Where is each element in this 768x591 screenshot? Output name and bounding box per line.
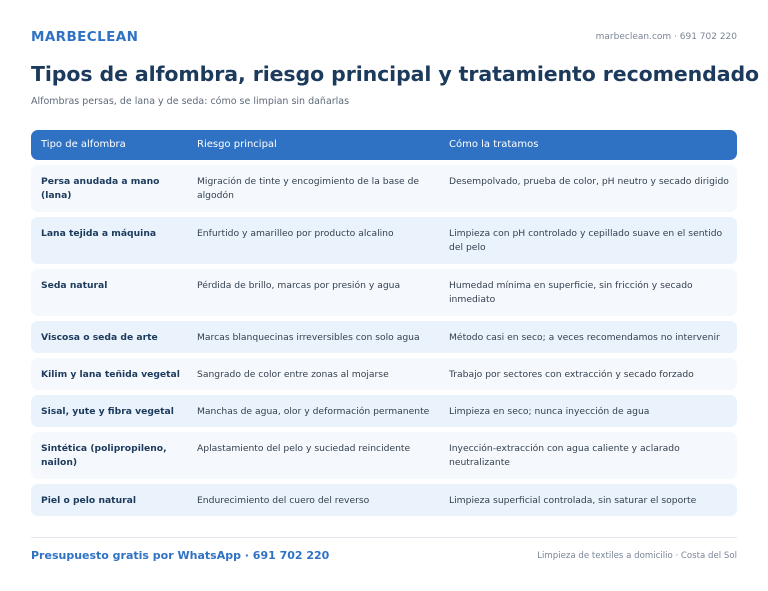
cell-risk: Migración de tinte y encogimiento de la base de algodón — [197, 176, 420, 201]
table-row — [31, 358, 737, 390]
rug-table — [31, 130, 737, 516]
top-bar — [31, 28, 737, 48]
cell-treatment: Desempolvado, prueba de color, pH neutro y secado dirigido — [449, 176, 729, 187]
cell-treatment: Método casi en seco; a veces recomendamos no intervenir — [449, 332, 720, 343]
cell-rug-type: Persa anudada a mano (lana) — [41, 176, 160, 201]
brand-logo: MARBECLEAN — [31, 29, 139, 45]
cell-treatment: Limpieza en seco; nunca inyección de agua — [449, 406, 650, 417]
cell-rug-type: Seda natural — [41, 280, 108, 291]
cell-risk: Pérdida de brillo, marcas por presión y agua — [197, 280, 401, 291]
footer-whatsapp-cta: Presupuesto gratis por WhatsApp · 691 702 220 — [31, 549, 330, 562]
cell-risk: Marcas blanquecinas irreversibles con solo agua — [197, 332, 420, 343]
column-header-type: Tipo de alfombra — [41, 139, 126, 150]
table-row — [31, 217, 737, 264]
cell-rug-type: Piel o pelo natural — [41, 495, 136, 506]
cell-risk: Sangrado de color entre zonas al mojarse — [197, 369, 389, 380]
table-row — [31, 432, 737, 479]
page — [31, 0, 760, 591]
page-subtitle: Alfombras persas, de lana y de seda: cómo se limpian sin dañarlas — [31, 96, 350, 107]
column-header-risk: Riesgo principal — [197, 139, 277, 150]
cell-risk: Manchas de agua, olor y deformación permanente — [197, 406, 430, 417]
table-row — [31, 484, 737, 516]
column-header-treatment: Cómo la tratamos — [449, 139, 539, 150]
cell-risk: Aplastamiento del pelo y suciedad reincidente — [197, 443, 411, 454]
cell-treatment: Trabajo por sectores con extracción y secado forzado — [449, 369, 694, 380]
table-row — [31, 321, 737, 353]
cell-rug-type: Lana tejida a máquina — [41, 228, 157, 239]
cell-treatment: Limpieza superficial controlada, sin saturar el soporte — [449, 495, 697, 506]
page-title: Tipos de alfombra, riesgo principal y tratamiento recomendado — [31, 62, 760, 86]
footer-tagline: Limpieza de textiles a domicilio · Costa del Sol — [537, 551, 737, 561]
cell-risk: Endurecimiento del cuero del reverso — [197, 495, 370, 506]
cell-rug-type: Viscosa o seda de arte — [41, 332, 158, 343]
footer-divider — [31, 537, 737, 538]
cell-rug-type: Sintética (polipropileno, nailon) — [41, 443, 167, 468]
cell-treatment: Inyección-extracción con agua caliente y aclarado neutralizante — [449, 443, 680, 468]
cell-treatment: Humedad mínima en superficie, sin fricción y secado inmediato — [449, 280, 693, 305]
table-header — [31, 130, 737, 160]
cell-risk: Enfurtido y amarilleo por producto alcalino — [197, 228, 394, 239]
header-contact: marbeclean.com · 691 702 220 — [595, 32, 737, 42]
table-row — [31, 165, 737, 212]
cell-treatment: Limpieza con pH controlado y cepillado suave en el sentido del pelo — [449, 228, 723, 253]
cell-rug-type: Sisal, yute y fibra vegetal — [41, 406, 174, 417]
cell-rug-type: Kilim y lana teñida vegetal — [41, 369, 180, 380]
table-row — [31, 269, 737, 316]
table-row — [31, 395, 737, 427]
